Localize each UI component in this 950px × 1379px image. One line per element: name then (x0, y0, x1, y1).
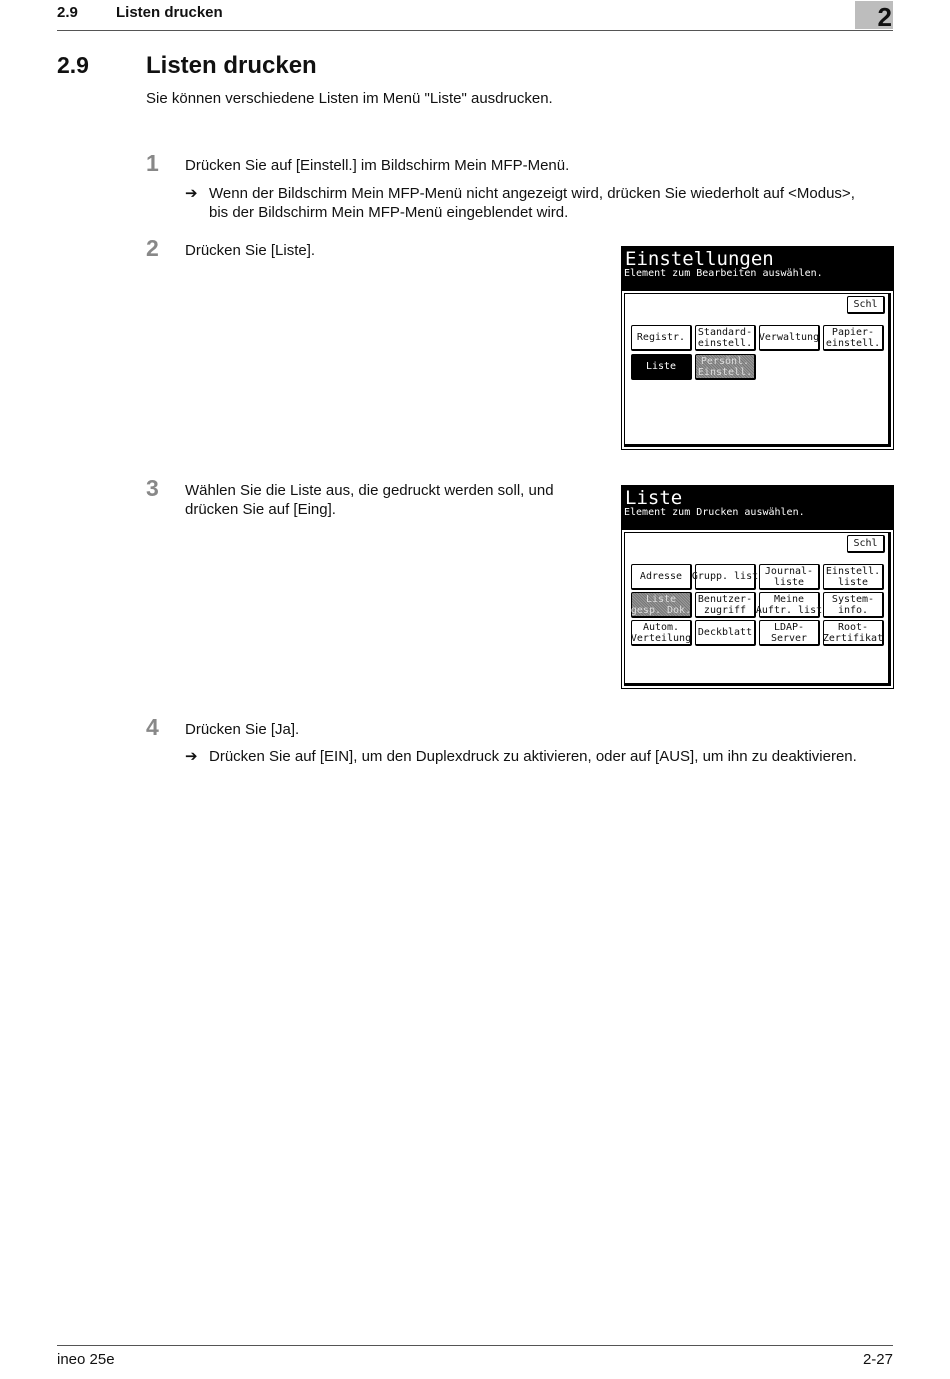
standard-settings-button[interactable]: Standard- einstell. (695, 325, 756, 351)
paper-settings-button[interactable]: Papier- einstell. (823, 325, 884, 351)
screen-title: Einstellungen (625, 248, 774, 270)
step-text-4: Drücken Sie [Ja]. (185, 721, 300, 738)
arrow-icon: ➔ (185, 748, 198, 765)
ldap-server-button[interactable]: LDAP- Server (759, 620, 820, 646)
running-header (57, 4, 893, 31)
step-number-2: 2 (146, 235, 159, 261)
section-intro: Sie können verschiedene Listen im Menü "Liste" ausdrucken. (146, 90, 553, 107)
list-button[interactable]: Liste (631, 354, 692, 380)
step-text-3-line-1: Wählen Sie die Liste aus, die gedruckt werden soll, und (185, 482, 554, 499)
screen-header (622, 247, 893, 291)
step-number-4: 4 (146, 714, 159, 740)
settings-list-button[interactable]: Einstell. liste (823, 564, 884, 590)
step-note-1-line-1: Wenn der Bildschirm Mein MFP-Menü nicht angezeigt wird, drücken Sie wiederholt auf <Modus>, (209, 185, 855, 202)
arrow-icon: ➔ (185, 185, 198, 202)
user-access-button[interactable]: Benutzer- zugriff (695, 592, 756, 618)
step-note-1-line-2: bis der Bildschirm Mein MFP-Menü eingeblendet wird. (209, 204, 569, 221)
registr-button[interactable]: Registr. (631, 325, 692, 351)
journal-list-button[interactable]: Journal- liste (759, 564, 820, 590)
chapter-tab: 2 (855, 1, 893, 29)
auto-distribution-button[interactable]: Autom. Verteilung (631, 620, 692, 646)
screen-subtitle: Element zum Drucken auswählen. (624, 507, 805, 518)
product-name: ineo 25e (57, 1351, 115, 1368)
header-section-title: Listen drucken (116, 4, 223, 21)
group-list-button[interactable]: Grupp. list (695, 564, 756, 590)
administration-button[interactable]: Verwaltung (759, 325, 820, 351)
page-footer (57, 1345, 893, 1368)
screen-title: Liste (625, 487, 683, 509)
stored-documents-list-button[interactable]: Liste gesp. Dok. (631, 592, 692, 618)
settings-screen (621, 246, 894, 450)
step-note-4-text: Drücken Sie auf [EIN], um den Duplexdruck zu aktivieren, oder auf [AUS], um ihn zu deaktivieren. (209, 748, 857, 765)
close-button[interactable]: Schl (847, 296, 885, 314)
system-info-button[interactable]: System- info. (823, 592, 884, 618)
screen-panel (624, 532, 891, 686)
section-number: 2.9 (57, 52, 89, 78)
cover-sheet-button[interactable]: Deckblatt (695, 620, 756, 646)
close-button[interactable]: Schl (847, 535, 885, 553)
my-jobs-list-button[interactable]: Meine Auftr. list (759, 592, 820, 618)
step-number-3: 3 (146, 475, 159, 501)
header-section-number: 2.9 (57, 4, 78, 21)
list-screen (621, 485, 894, 689)
address-list-button[interactable]: Adresse (631, 564, 692, 590)
step-number-1: 1 (146, 150, 159, 176)
root-certificate-button[interactable]: Root- Zertifikat (823, 620, 884, 646)
screen-panel (624, 293, 891, 447)
screen-header (622, 486, 893, 530)
step-text-3 (185, 481, 554, 519)
step-text-3-line-2: drücken Sie auf [Eing]. (185, 501, 336, 518)
page-number: 2-27 (862, 1351, 893, 1368)
step-text-1: Drücken Sie auf [Einstell.] im Bildschirm Mein MFP-Menü. (185, 157, 570, 174)
section-title: Listen drucken (146, 52, 317, 79)
step-text-2: Drücken Sie [Liste]. (185, 242, 316, 259)
personal-settings-button[interactable]: Persönl. Einstell. (695, 354, 756, 380)
screen-subtitle: Element zum Bearbeiten auswählen. (624, 268, 823, 279)
